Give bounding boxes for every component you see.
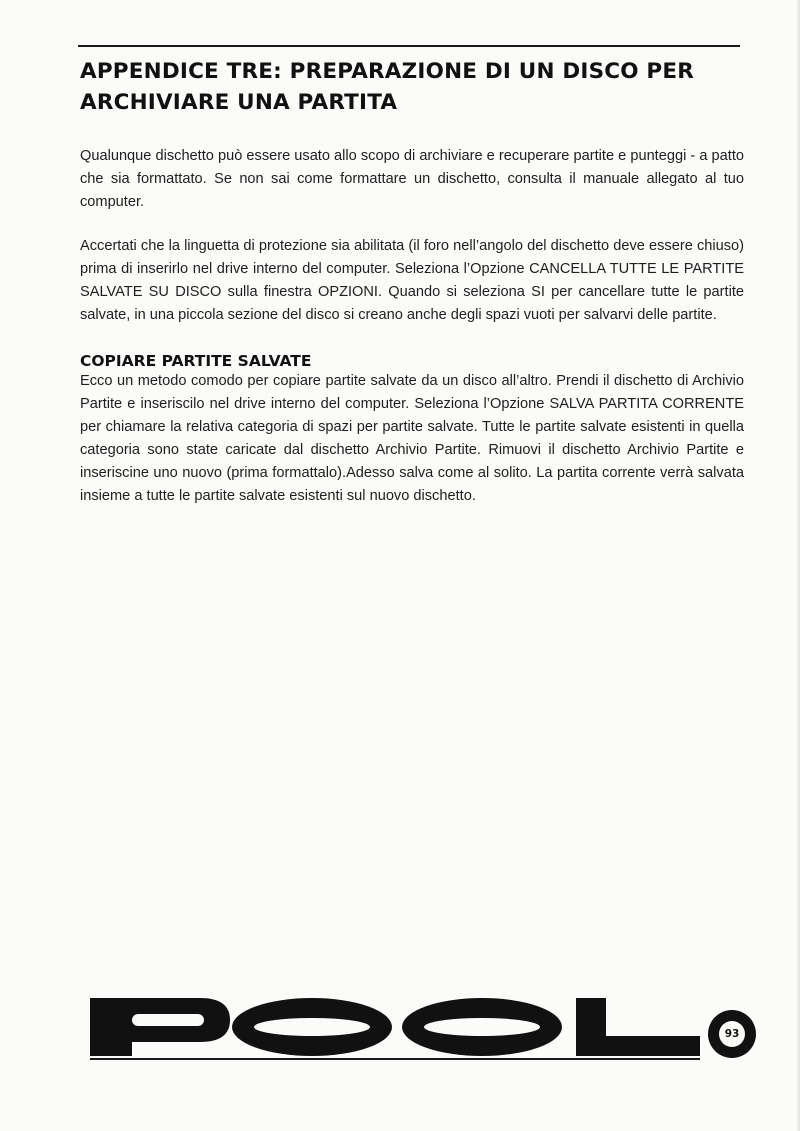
page-number-badge bbox=[708, 1010, 756, 1058]
header-rule bbox=[78, 45, 740, 47]
page-title: APPENDICE TRE: PREPARAZIONE DI UN DISCO PER ARCHIVIARE UNA PARTITA bbox=[80, 59, 695, 115]
paragraph-write-protect: Accertati che la linguetta di protezione sia abilitata (il foro nell’angolo del dischetto deve essere chiuso) prima di inserirlo nel drive interno del computer. Seleziona l’Opzione CANCELLA TUTTE LE PARTITE SALVATE SU DISCO sulla finestra OPZIONI. Quando si seleziona SI per cancellare tutte le partite salvate, in una piccola sezione del disco si creano anche degli spazi vuoti per salvarvi delle partite. bbox=[80, 238, 744, 323]
paragraph-copy-method: Ecco un metodo comodo per copiare partite salvate da un disco all’altro. Prendi il dischetto di Archivio Partite e inseriscilo nel drive interno del computer. Seleziona l’Opzione SALVA PARTITA CORRENTE per chiamare la relativa categoria di spazi per partite salvate. Tutte le partite salvate esistenti in quella categoria sono state caricate dal dischetto Archivio Partite. Rimuovi il dischetto Archivio Partite e inseriscine uno nuovo (prima formattalo).Adesso salva come al solito. La partita corrente verrà salvata insieme a tutte le partite salvate esistenti sul nuovo dischetto. bbox=[80, 373, 744, 504]
logo-letter-l bbox=[576, 998, 700, 1056]
logo-letter-o-2 bbox=[402, 998, 562, 1056]
footer-rule bbox=[90, 1058, 700, 1060]
logo-letter-o-1 bbox=[232, 998, 392, 1056]
section-heading-copy-saves: COPIARE PARTITE SALVATE bbox=[80, 352, 312, 370]
footer bbox=[90, 990, 760, 1070]
page-number: 93 bbox=[719, 1021, 745, 1047]
pool-logo bbox=[90, 990, 700, 1060]
paragraph-formatting: Qualunque dischetto può essere usato allo scopo di archiviare e recuperare partite e punteggi - a patto che sia formattato. Se non sai come formattare un dischetto, consulta il manuale allegato al tuo computer. bbox=[80, 148, 744, 210]
logo-letter-p bbox=[90, 998, 230, 1056]
